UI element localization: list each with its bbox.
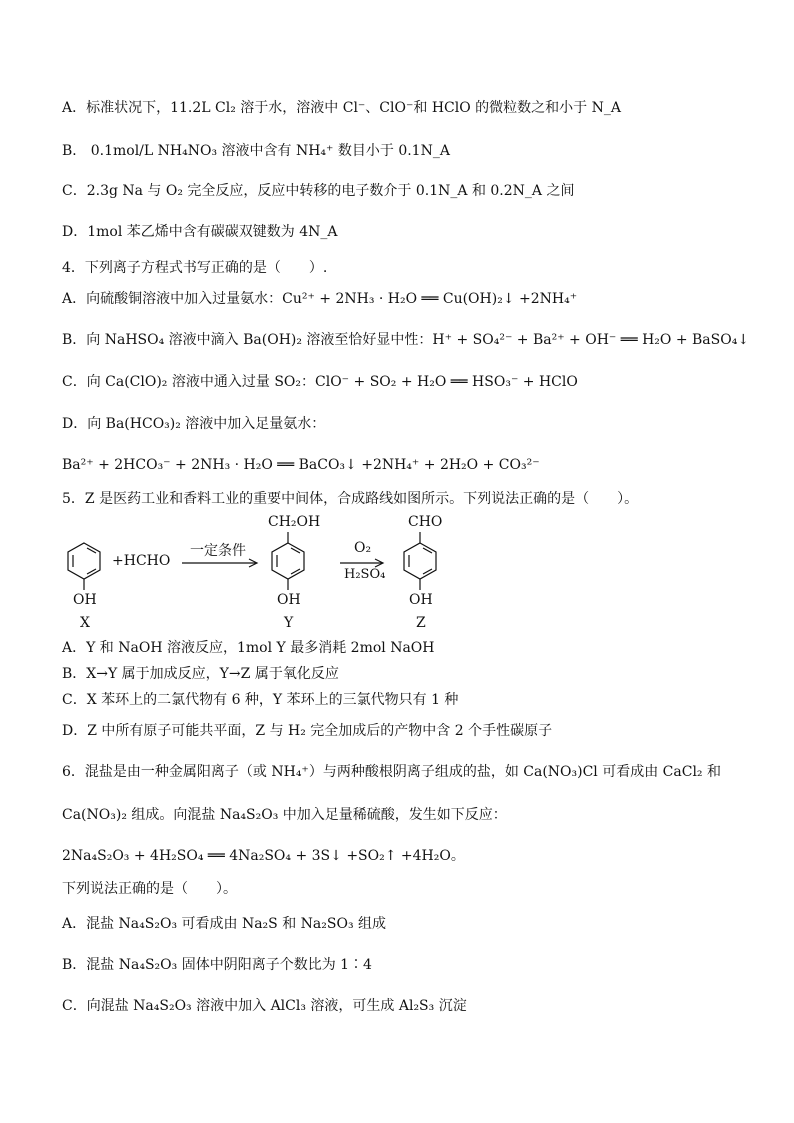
z-cho-label: CHO xyxy=(408,514,443,530)
q6-option-a: A．混盐 Na₄S₂O₃ 可看成由 Na₂S 和 Na₂SO₃ 组成 xyxy=(62,916,387,932)
q6-stem-line2: Ca(NO₃)₂ 组成。向混盐 Na₄S₂O₃ 中加入足量稀硫酸，发生如下反应： xyxy=(62,807,507,823)
q5-option-a: A．Y 和 NaOH 溶液反应，1mol Y 最多消耗 2mol NaOH xyxy=(62,640,435,656)
compound-z-label: Z xyxy=(416,615,426,631)
q3-option-a: A．标准状况下，11.2L Cl₂ 溶于水，溶液中 Cl⁻、ClO⁻和 HClO 的微粒数之和小于 N_A xyxy=(62,100,621,116)
q6-question: 下列说法正确的是（ ）。 xyxy=(62,881,237,897)
q3-option-c: C．2.3g Na 与 O₂ 完全反应，反应中转移的电子数介于 0.1N_A 和 0.2N_A 之间 xyxy=(62,183,575,199)
q6-option-c: C．向混盐 Na₄S₂O₃ 溶液中加入 AlCl₃ 溶液，可生成 Al₂S₃ 沉淀 xyxy=(62,998,467,1014)
q5-option-c: C．X 苯环上的二氯代物有 6 种，Y 苯环上的三氯代物只有 1 种 xyxy=(62,692,459,708)
q5-option-d: D．Z 中所有原子可能共平面，Z 与 H₂ 完全加成后的产物中含 2 个手性碳原子 xyxy=(62,723,553,739)
q4-option-b: B．向 NaHSO₄ 溶液中滴入 Ba(OH)₂ 溶液至恰好显中性：H⁺ + SO₄²⁻ + Ba²⁺ + OH⁻ ══ H₂O + BaSO₄↓ xyxy=(62,332,750,348)
q4-option-c: C．向 Ca(ClO)₂ 溶液中通入过量 SO₂：ClO⁻ + SO₂ + H₂O ══ HSO₃⁻ + HClO xyxy=(62,374,578,390)
q4-option-d-equation: Ba²⁺ + 2HCO₃⁻ + 2NH₃ · H₂O ══ BaCO₃↓ +2NH₄⁺ + 2H₂O + CO₃²⁻ xyxy=(62,457,540,473)
y-ch2oh-label: CH₂OH xyxy=(268,514,321,530)
q3-option-b: B． 0.1mol/L NH₄NO₃ 溶液中含有 NH₄⁺ 数目小于 0.1N_A xyxy=(62,143,450,159)
arrow2-h2so4: H₂SO₄ xyxy=(344,567,386,582)
q6-stem-line1: 6．混盐是由一种金属阳离子（或 NH₄⁺）与两种酸根阴离子组成的盐，如 Ca(NO₃)Cl 可看成由 CaCl₂ 和 xyxy=(62,764,721,780)
arrow2-o2: O₂ xyxy=(354,540,372,556)
q5-option-b: B．X→Y 属于加成反应，Y→Z 属于氧化反应 xyxy=(62,666,339,682)
x-oh-label: OH xyxy=(73,592,97,608)
compound-x-label: X xyxy=(80,615,90,631)
q6-option-b: B．混盐 Na₄S₂O₃ 固体中阴阳离子个数比为 1∶4 xyxy=(62,957,372,973)
y-oh-label: OH xyxy=(277,592,301,608)
compound-y-label: Y xyxy=(284,615,294,631)
reagent-hcho: +HCHO xyxy=(112,553,171,569)
z-oh-label: OH xyxy=(409,592,433,608)
q5-stem: 5．Z 是医药工业和香料工业的重要中间体，合成路线如图所示。下列说法正确的是（ ）。 xyxy=(62,491,639,507)
synthesis-scheme xyxy=(60,514,480,636)
arrow1-condition: 一定条件 xyxy=(190,543,246,559)
q6-equation: 2Na₄S₂O₃ + 4H₂SO₄ ══ 4Na₂SO₄ + 3S↓ +SO₂↑ +4H₂O。 xyxy=(62,848,465,864)
q4-option-a: A．向硫酸铜溶液中加入过量氨水：Cu²⁺ + 2NH₃ · H₂O ══ Cu(OH)₂↓ +2NH₄⁺ xyxy=(62,291,578,307)
q4-stem: 4．下列离子方程式书写正确的是（ ）. xyxy=(62,260,328,276)
q3-option-d: D．1mol 苯乙烯中含有碳碳双键数为 4N_A xyxy=(62,224,338,240)
q4-option-d: D．向 Ba(HCO₃)₂ 溶液中加入足量氨水： xyxy=(62,416,326,432)
